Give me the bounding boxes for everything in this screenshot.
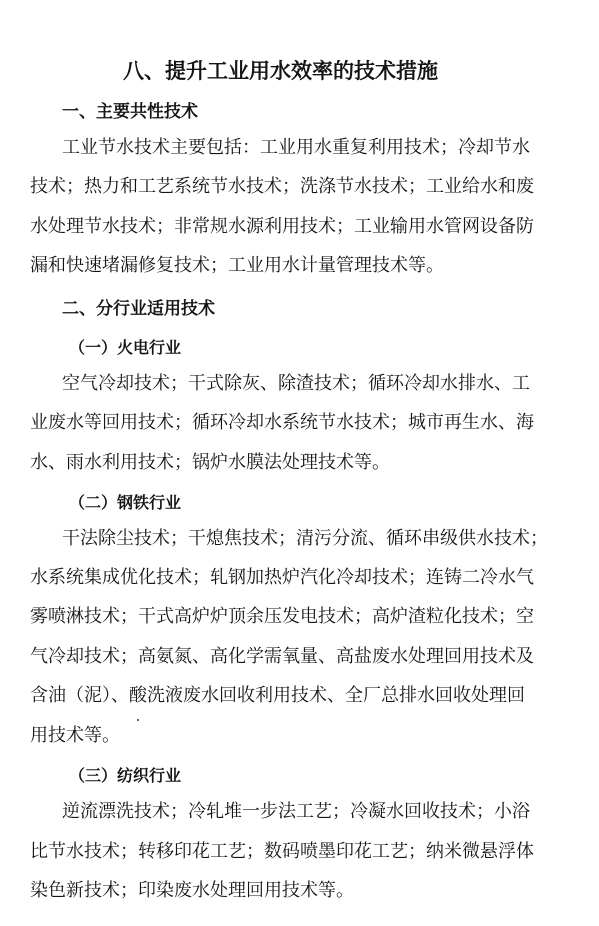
subsection-heading-steel: （二）钢铁行业	[69, 493, 182, 512]
paragraph-line: 空气冷却技术；干式除灰、除渣技术；循环冷却水排水、工	[62, 373, 530, 394]
scan-speck	[137, 719, 139, 721]
paragraph-line: 含油（泥）、酸洗液废水回收利用技术、全厂总排水回收处理回	[30, 685, 525, 706]
page-title: 八、提升工业用水效率的技术措施	[123, 59, 438, 83]
paragraph-line: 比节水技术；转移印花工艺；数码喷墨印花工艺；纳米微悬浮体	[30, 841, 534, 862]
section-heading-industry: 二、分行业适用技术	[62, 299, 215, 319]
subsection-heading-thermal-power: （一）火电行业	[69, 338, 182, 357]
paragraph-line: 业废水等回用技术；循环冷却水系统节水技术；城市再生水、海	[30, 412, 534, 433]
paragraph-line: 染色新技术；印染废水处理回用技术等。	[30, 880, 354, 901]
paragraph-line: 干法除尘技术；干熄焦技术；清污分流、循环串级供水技术；	[62, 528, 548, 549]
subsection-heading-textile: （三）纺织行业	[69, 766, 182, 785]
paragraph-line: 水、雨水利用技术；锅炉水膜法处理技术等。	[30, 452, 390, 473]
paragraph-line: 技术；热力和工艺系统节水技术；洗涤节水技术；工业给水和废	[30, 176, 534, 197]
paragraph-line: 水系统集成优化技术；轧钢加热炉汽化冷却技术；连铸二冷水气	[30, 567, 534, 588]
paragraph-line: 逆流漂洗技术；冷轧堆一步法工艺；冷凝水回收技术；小浴	[62, 801, 530, 822]
paragraph-line: 水处理节水技术；非常规水源利用技术；工业输用水管网设备防	[30, 216, 534, 237]
paragraph-line: 工业节水技术主要包括：工业用水重复利用技术；冷却节水	[62, 137, 530, 158]
paragraph-line: 漏和快速堵漏修复技术；工业用水计量管理技术等。	[30, 255, 444, 276]
paragraph-line: 雾喷淋技术；干式高炉炉顶余压发电技术；高炉渣粒化技术；空	[30, 606, 534, 627]
paragraph-line: 气冷却技术；高氨氮、高化学需氧量、高盐废水处理回用技术及	[30, 646, 534, 667]
section-heading-common: 一、主要共性技术	[62, 102, 198, 122]
paragraph-line: 用技术等。	[30, 725, 120, 746]
